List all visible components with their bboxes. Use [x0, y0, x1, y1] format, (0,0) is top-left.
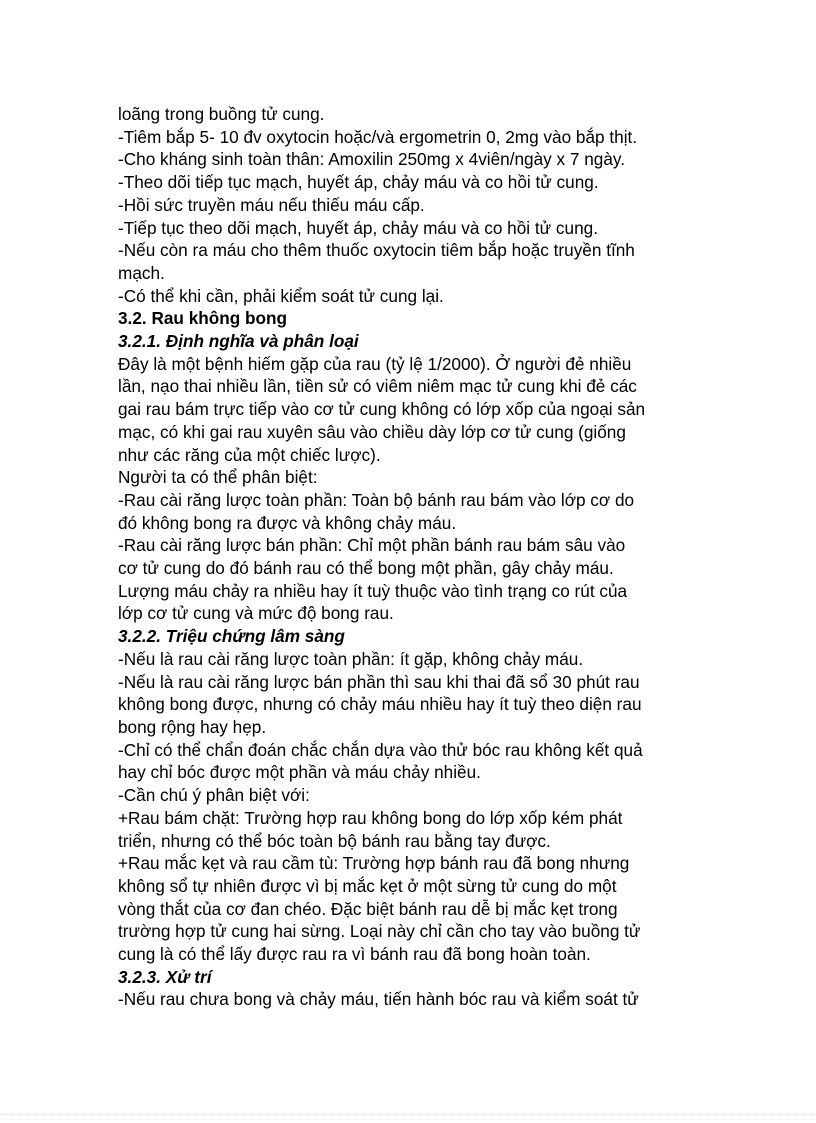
section-heading: 3.2. Rau không bong: [118, 308, 288, 329]
text-line: bong rộng hay hẹp.: [118, 716, 267, 737]
text-line: cơ tử cung do đó bánh rau có thể bong một phần, gây chảy máu.: [118, 558, 614, 579]
text-line: Người ta có thể phân biệt:: [118, 467, 318, 488]
text-line: -Tiêm bắp 5- 10 đv oxytocin hoặc/và ergometrin 0, 2mg vào bắp thịt.: [118, 126, 638, 147]
text-line: -Cần chú ý phân biệt với:: [118, 785, 310, 806]
subsection-heading: 3.2.3. Xử trí: [118, 966, 212, 987]
text-line: -Theo dõi tiếp tục mạch, huyết áp, chảy máu và co hồi tử cung.: [118, 172, 599, 193]
text-line: đó không bong ra được và không chảy máu.: [118, 512, 457, 533]
text-line: vòng thắt của cơ đan chéo. Đặc biệt bánh rau dễ bị mắc kẹt trong: [118, 898, 618, 919]
text-line: Lượng máu chảy ra nhiều hay ít tuỳ thuộc vào tình trạng co rút của: [118, 580, 628, 601]
text-line: -Có thể khi cần, phải kiểm soát tử cung lại.: [118, 285, 444, 306]
text-line: mạc, có khi gai rau xuyên sâu vào chiều dày lớp cơ tử cung (giống: [118, 421, 626, 442]
text-line: triển, nhưng có thể bóc toàn bộ bánh rau bằng tay được.: [118, 830, 551, 851]
text-line: không bong được, nhưng có chảy máu nhiều hay ít tuỳ theo diện rau: [118, 694, 642, 715]
text-line: +Rau bám chặt: Trường hợp rau không bong do lớp xốp kém phát: [118, 807, 623, 828]
document-page: [118, 103, 708, 1011]
text-line: -Hồi sức truyền máu nếu thiếu máu cấp.: [118, 194, 425, 215]
text-line: -Nếu là rau cài răng lược bán phần thì sau khi thai đã sổ 30 phút rau: [118, 671, 640, 692]
text-line: -Rau cài răng lược toàn phần: Toàn bộ bánh rau bám vào lớp cơ do: [118, 489, 635, 510]
text-line: gai rau bám trực tiếp vào cơ tử cung không có lớp xốp của ngoại sản: [118, 399, 646, 420]
subsection-heading: 3.2.2. Triệu chứng lâm sàng: [118, 626, 345, 647]
page-bottom-rule: [0, 1114, 816, 1115]
text-line: mạch.: [118, 262, 165, 283]
text-line: lớp cơ tử cung và mức độ bong rau.: [118, 603, 394, 624]
text-line: -Cho kháng sinh toàn thân: Amoxilin 250mg x 4viên/ngày x 7 ngày.: [118, 149, 626, 170]
text-line: loãng trong buồng tử cung.: [118, 104, 325, 124]
text-line: -Rau cài răng lược bán phần: Chỉ một phần bánh rau bám sâu vào: [118, 535, 626, 556]
subsection-heading: 3.2.1. Định nghĩa và phân loại: [118, 331, 359, 352]
text-line: -Chỉ có thể chẩn đoán chắc chắn dựa vào thử bóc rau không kết quả: [118, 739, 643, 760]
text-line: -Nếu còn ra máu cho thêm thuốc oxytocin tiêm bắp hoặc truyền tĩnh: [118, 240, 635, 261]
text-line: lần, nạo thai nhiều lần, tiền sử có viêm niêm mạc tử cung khi đẻ các: [118, 376, 637, 397]
text-line: -Nếu rau chưa bong và chảy máu, tiến hành bóc rau và kiểm soát tử: [118, 989, 639, 1010]
document-body: [118, 103, 708, 1011]
text-line: -Nếu là rau cài răng lược toàn phần: ít gặp, không chảy máu.: [118, 648, 584, 669]
text-line: -Tiếp tục theo dõi mạch, huyết áp, chảy máu và co hồi tử cung.: [118, 217, 598, 238]
text-line: trường hợp tử cung hai sừng. Loại này chỉ cần cho tay vào buồng tử: [118, 921, 641, 942]
text-line: hay chỉ bóc được một phần và máu chảy nhiều.: [118, 762, 481, 783]
text-line: Đây là một bệnh hiếm gặp của rau (tỷ lệ 1/2000). Ở người đẻ nhiều: [118, 353, 632, 374]
text-line: cung là có thể lấy được rau ra vì bánh rau đã bong hoàn toàn.: [118, 944, 591, 965]
text-line: như các răng của một chiếc lược).: [118, 444, 381, 465]
text-line: +Rau mắc kẹt và rau cầm tù: Trường hợp bánh rau đã bong nhưng: [118, 853, 630, 874]
text-line: không sổ tự nhiên được vì bị mắc kẹt ở một sừng tử cung do một: [118, 875, 617, 896]
